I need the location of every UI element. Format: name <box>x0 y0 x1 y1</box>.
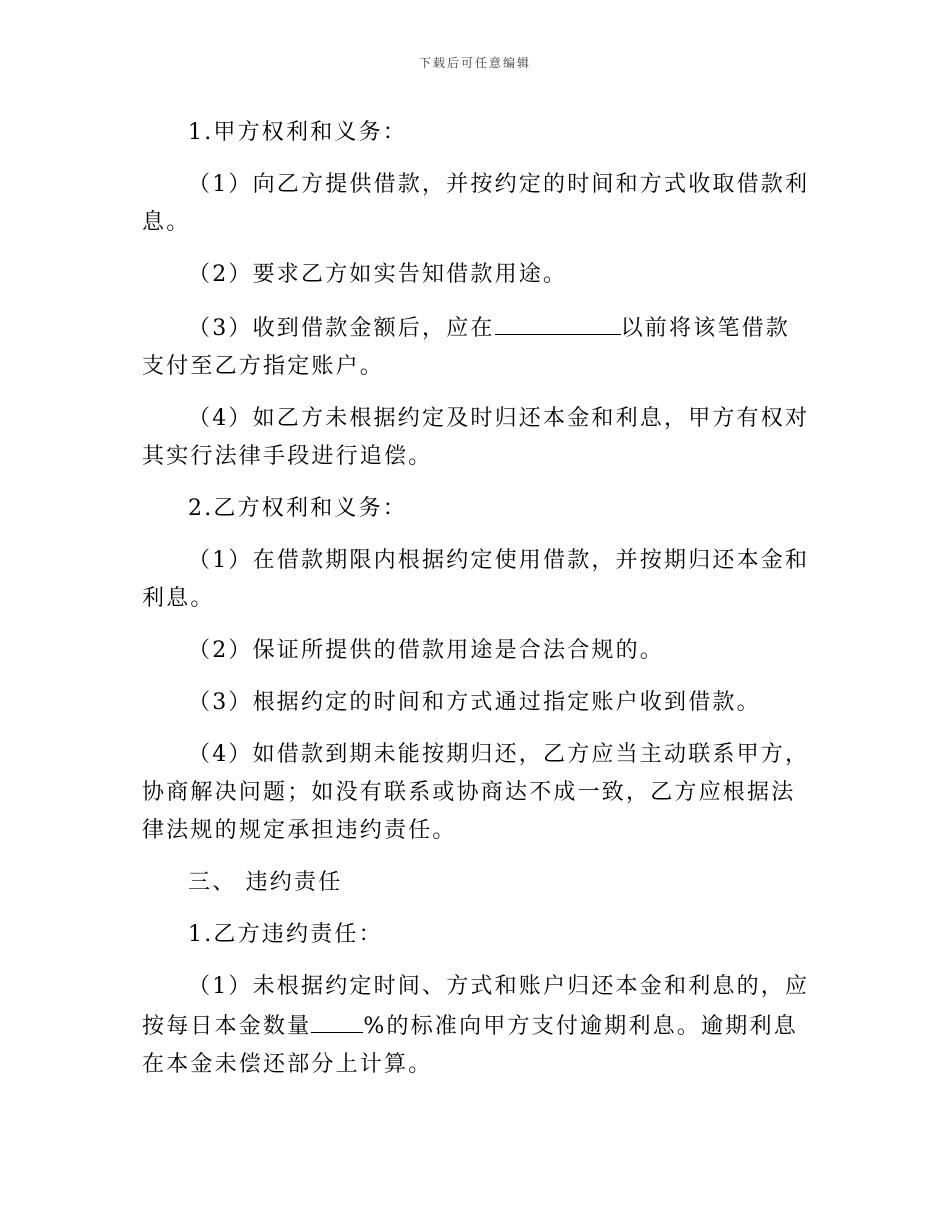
clause-b-3: （3）根据约定的时间和方式通过指定账户收到借款。 <box>188 690 761 715</box>
clause-a-3-after: 以前将该笔借款支付至乙方指定账户。 <box>142 316 791 379</box>
percent-blank <box>311 1006 363 1033</box>
clause-b-4: （4）如借款到期未能按期归还，乙方应当主动联系甲方，协商解决问题；如没有联系或协商达不成一致，乙方应根据法律法规的规定承担违约责任。 <box>142 742 810 843</box>
section-heading-party-a: 1.甲方权利和义务： <box>188 120 407 145</box>
date-blank <box>495 308 621 335</box>
page-header: 下载后可任意编辑 <box>418 56 531 70</box>
section-heading-b-breach: 1.乙方违约责任： <box>188 922 383 947</box>
clause-a-3-before: （3）收到借款金额后，应在 <box>188 316 495 341</box>
chapter-heading-breach: 三、 违约责任 <box>188 870 343 895</box>
clause-breach-1-before: （1）未根据约定时间、方式和账户归还本金和利息的，应按每日本金数量 <box>142 974 810 1039</box>
clause-a-4: （4）如乙方未根据约定及时归还本金和利息，甲方有权对其实行法律手段进行追偿。 <box>142 406 810 469</box>
clause-a-3 <box>142 308 810 386</box>
clause-b-2: （2）保证所提供的借款用途是合法合规的。 <box>188 638 664 663</box>
clause-b-1: （1）在借款期限内根据约定使用借款，并按期归还本金和利息。 <box>142 548 810 611</box>
document-body <box>142 114 810 1098</box>
clause-breach-1-after: %的标准向甲方支付逾期利息。逾期利息在本金未偿还部分上计算。 <box>142 1014 798 1077</box>
clause-a-2: （2）要求乙方如实告知借款用途。 <box>188 262 568 287</box>
section-heading-party-b: 2.乙方权利和义务： <box>188 496 407 521</box>
clause-a-1: （1）向乙方提供借款，并按约定的时间和方式收取借款利息。 <box>142 172 810 235</box>
clause-breach-1 <box>142 968 810 1084</box>
